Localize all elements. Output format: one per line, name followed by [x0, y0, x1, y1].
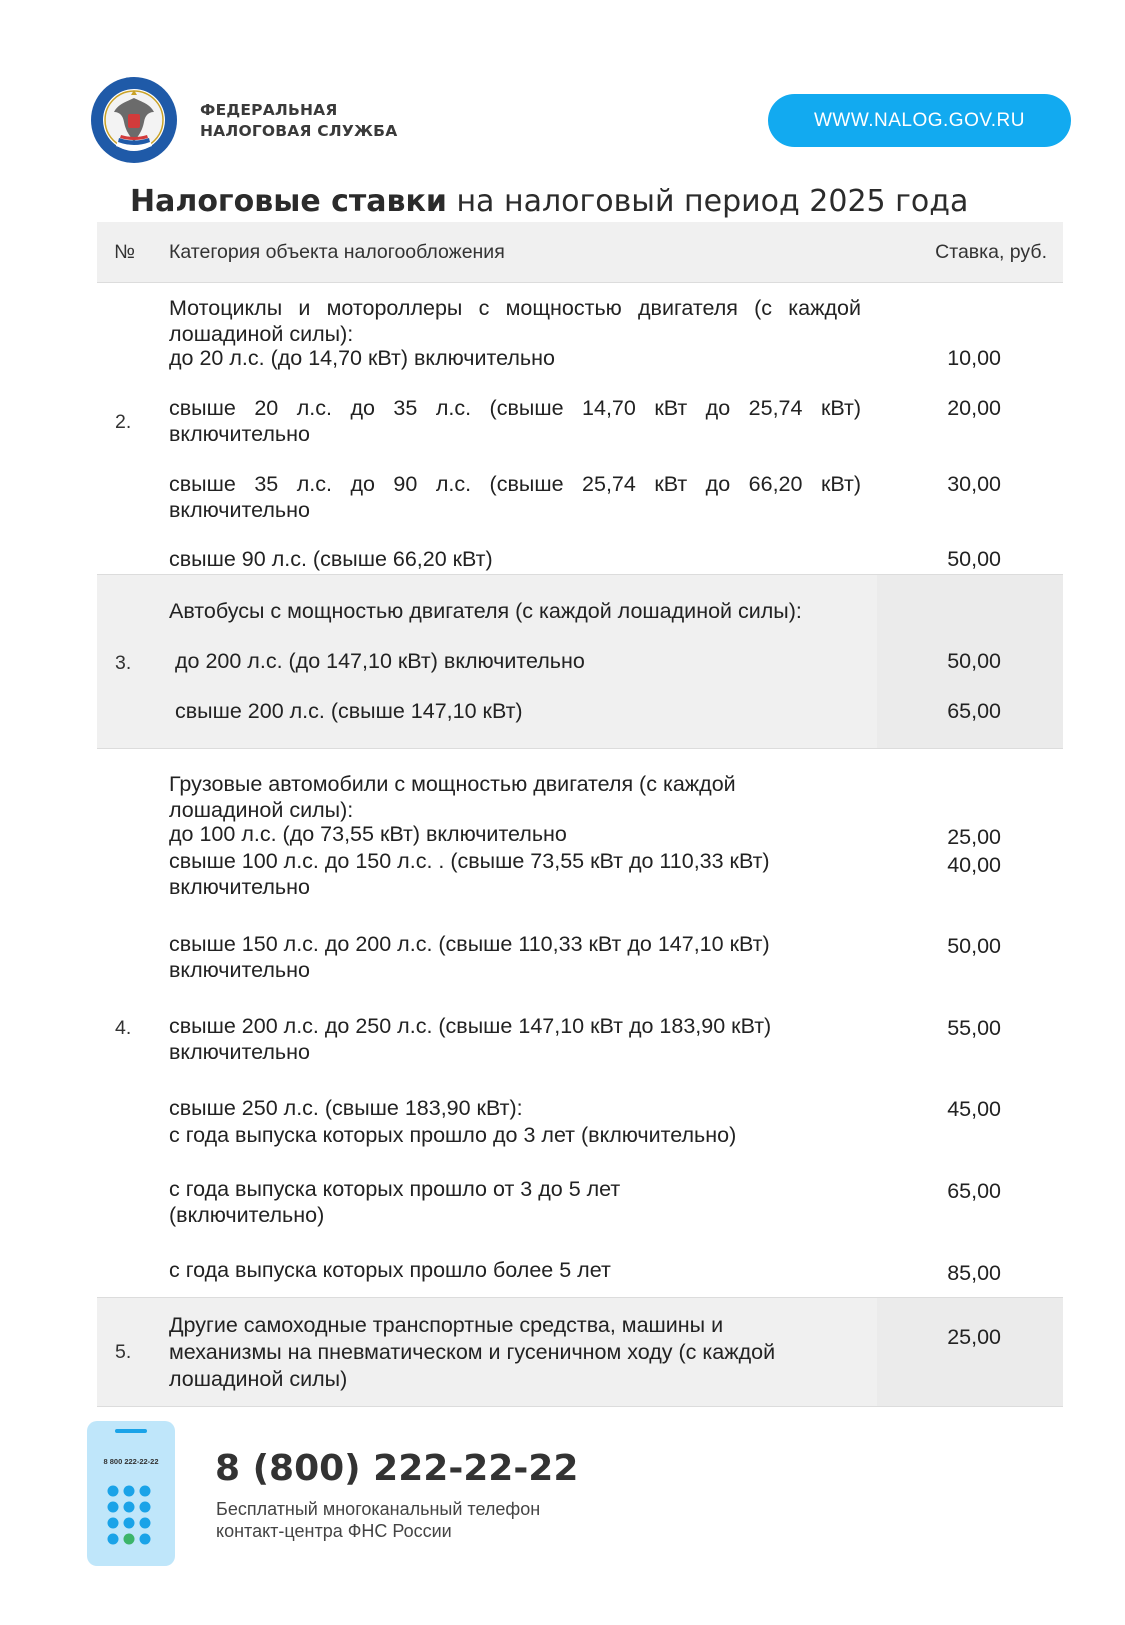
row-rate: 25,00: [947, 1325, 1001, 1349]
row-line: свыше 90 л.с. (свыше 66,20 кВт): [169, 547, 493, 571]
row-line: свыше 250 л.с. (свыше 183,90 кВт):: [169, 1096, 523, 1120]
org-name-line1: ФЕДЕРАЛЬНАЯ: [200, 101, 338, 119]
phone-desc-line2: контакт-центра ФНС России: [216, 1521, 452, 1541]
row-line: свыше 35 л.с. до 90 л.с. (свыше 25,74 кВт до 66,20 кВт) включительно: [169, 472, 861, 522]
row-rate: 85,00: [947, 1261, 1001, 1285]
page-title-bold: Налоговые ставки: [130, 184, 447, 219]
row-line: с года выпуска которых прошло от 3 до 5 лет (включительно): [169, 1177, 621, 1227]
phone-desc-line1: Бесплатный многоканальный телефон: [216, 1499, 541, 1519]
row-rate: 55,00: [947, 1016, 1001, 1040]
row-line: Мотоциклы и мотороллеры с мощностью двигателя (с каждой лошадиной силы):: [169, 296, 861, 346]
fns-emblem-icon: [90, 76, 178, 164]
row-number: 3.: [115, 652, 132, 674]
phone-screen-text: 8 800 222-22-22: [103, 1457, 159, 1466]
row-line: с года выпуска которых прошло до 3 лет (включительно): [169, 1123, 737, 1147]
org-name-line2: НАЛОГОВАЯ СЛУЖБА: [200, 122, 398, 140]
row-rate: 65,00: [947, 699, 1001, 723]
table-row: [97, 283, 1063, 575]
row-line: свыше 200 л.с. (свыше 147,10 кВт): [169, 699, 523, 723]
row-rate: 50,00: [947, 649, 1001, 673]
page-title: [130, 184, 968, 219]
row-line: до 20 л.с. (до 14,70 кВт) включительно: [169, 346, 555, 370]
row-rate: 30,00: [947, 472, 1001, 496]
row-line: свыше 100 л.с. до 150 л.с. . (свыше 73,55 кВт до 110,33 кВт) включительно: [169, 849, 770, 899]
rate-column-shade: [877, 1298, 1063, 1406]
table-row: [97, 1298, 1063, 1407]
table-row: [97, 749, 1063, 1298]
row-rate: 65,00: [947, 1179, 1001, 1203]
row-line: свыше 200 л.с. до 250 л.с. (свыше 147,10 кВт до 183,90 кВт) включительно: [169, 1014, 772, 1064]
row-line: Автобусы с мощностью двигателя (с каждой лошадиной силы):: [169, 599, 802, 623]
row-number: 4.: [115, 1017, 132, 1039]
row-rate: 25,00: [947, 825, 1001, 849]
row-rate: 20,00: [947, 396, 1001, 420]
page-title-rest: на налоговый период 2025 года: [446, 184, 969, 219]
phone-description: [216, 1498, 540, 1542]
row-line: с года выпуска которых прошло более 5 лет: [169, 1258, 611, 1282]
row-line: свыше 150 л.с. до 200 л.с. (свыше 110,33 кВт до 147,10 кВт) включительно: [169, 932, 770, 982]
row-line: Грузовые автомобили с мощностью двигателя (с каждой лошадиной силы):: [169, 772, 736, 822]
row-line: свыше 20 л.с. до 35 л.с. (свыше 14,70 кВт до 25,74 кВт) включительно: [169, 396, 861, 446]
org-name: [200, 100, 397, 142]
row-line: до 100 л.с. (до 73,55 кВт) включительно: [169, 822, 567, 846]
row-rate: 45,00: [947, 1097, 1001, 1121]
row-number: 5.: [115, 1341, 132, 1363]
header-category: Категория объекта налогообложения: [169, 241, 505, 263]
row-rate: 50,00: [947, 547, 1001, 571]
row-rate: 40,00: [947, 853, 1001, 877]
row-number: 2.: [115, 411, 132, 433]
header-num: №: [114, 241, 135, 263]
header-rate: Ставка, руб.: [935, 241, 1047, 263]
table-row: [97, 575, 1063, 749]
row-line: до 200 л.с. (до 147,10 кВт) включительно: [169, 649, 585, 673]
row-rate: 50,00: [947, 934, 1001, 958]
row-rate: 10,00: [947, 346, 1001, 370]
phone-number[interactable]: 8 (800) 222-22-22: [215, 1448, 579, 1489]
phone-icon: [87, 1421, 175, 1566]
website-link[interactable]: WWW.NALOG.GOV.RU: [768, 94, 1071, 147]
table-header: [97, 222, 1063, 283]
row-line: Другие самоходные транспортные средства, машины и механизмы на пневматическом и гусеничном ходу (с каждой лошадиной силы): [169, 1313, 776, 1391]
